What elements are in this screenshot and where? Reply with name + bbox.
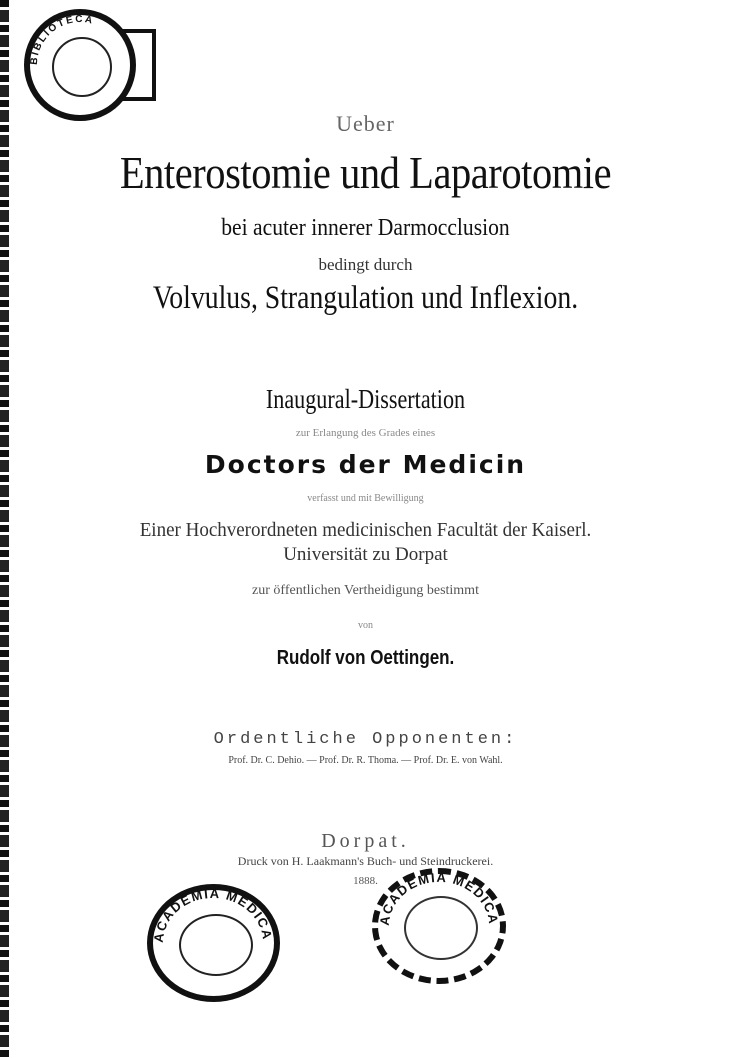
svg-text:ACADEMIA MEDICA: ACADEMIA MEDICA xyxy=(150,885,276,944)
pretitle: Ueber xyxy=(336,111,395,136)
subtitle-line-2: bedingt durch xyxy=(318,255,413,274)
library-stamp-bottom-right xyxy=(372,868,506,984)
purpose-line: zur Erlangung des Grades eines xyxy=(295,427,436,439)
subtitle-line-1: bei acuter innerer Darmocclusion xyxy=(221,215,510,241)
faculty-line-2: Universität zu Dorpat xyxy=(283,544,448,565)
page-binding-edge xyxy=(0,0,9,1058)
stamp-ring-text xyxy=(24,9,136,121)
stamp-ring-text xyxy=(147,884,280,1002)
printer-line: Druck von H. Laakmann's Buch- und Steindruckerei. xyxy=(237,854,494,868)
subtitle-line-3: Volvulus, Strangulation und Inflexion. xyxy=(152,280,579,316)
opponents-heading: Ordentliche Opponenten: xyxy=(213,730,518,749)
dissertation-heading: Inaugural-Dissertation xyxy=(265,384,466,414)
permission-line: verfasst und mit Bewilligung xyxy=(307,493,424,504)
publication-year: 1888. xyxy=(353,875,378,887)
author-name: Rudolf von Oettingen. xyxy=(276,647,455,669)
publication-place: Dorpat. xyxy=(321,830,410,852)
defense-line: zur öffentlichen Vertheidigung bestimmt xyxy=(252,583,479,598)
by-line: von xyxy=(358,620,373,631)
degree-heading: Doctors der Medicin xyxy=(204,450,527,479)
stamp-ring-text xyxy=(372,868,506,984)
svg-text:BIBLIOTECA: BIBLIOTECA xyxy=(28,13,96,66)
library-stamp-top xyxy=(24,9,136,121)
faculty-line-1: Einer Hochverordneten medicinischen Facultät der Kaiserl. xyxy=(139,519,592,541)
svg-text:ACADEMIA MEDICA: ACADEMIA MEDICA xyxy=(376,869,502,927)
page-title: Enterostomie und Laparotomie xyxy=(119,147,612,198)
library-stamp-bottom-left xyxy=(147,884,280,1002)
opponents-list: Prof. Dr. C. Dehio. — Prof. Dr. R. Thoma. — Prof. Dr. E. von Wahl. xyxy=(228,755,503,766)
